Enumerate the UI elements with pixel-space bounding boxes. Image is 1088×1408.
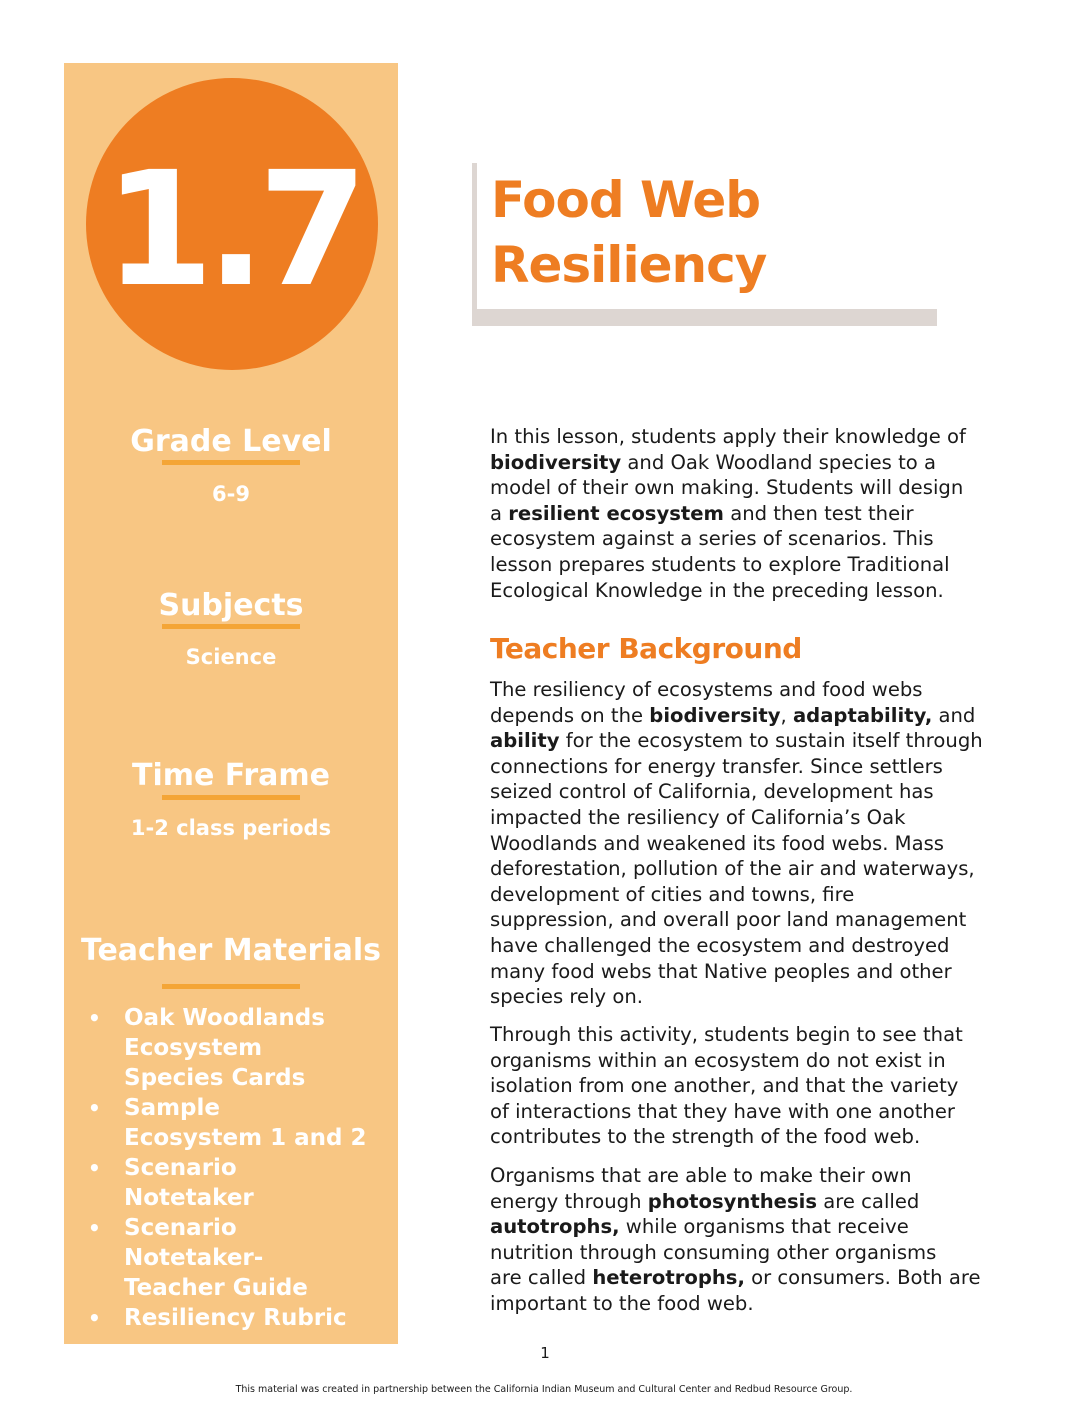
- teacher-background-heading: Teacher Background: [490, 632, 802, 665]
- text-line: and: [932, 703, 976, 727]
- text-line: contributes to the strength of the food web.: [490, 1125, 921, 1149]
- material-line: Notetaker: [124, 1185, 254, 1211]
- footer-credit: This material was created in partnership between the California Indian Museum and Cultural Center and Redbud Resource Group.: [235, 1384, 853, 1395]
- material-line: Teacher Guide: [124, 1275, 308, 1301]
- material-item-resiliency-rubric: [88, 1303, 388, 1333]
- text-line: for the ecosystem to sustain itself through: [559, 729, 983, 753]
- bold-term: resilient ecosystem: [508, 501, 724, 525]
- material-line: Species Cards: [124, 1065, 306, 1091]
- text-line: and then test their: [723, 501, 914, 525]
- page-number: 1: [540, 1344, 550, 1362]
- time-frame-heading: Time Frame: [131, 758, 331, 793]
- title-line: Resiliency: [491, 236, 767, 294]
- text-line: many food webs that Native peoples and other: [490, 959, 952, 983]
- grade-level-heading: Grade Level: [130, 424, 332, 459]
- text-line: ecosystem against a series of scenarios. This: [490, 527, 934, 551]
- text-line: In this lesson, students apply their knowledge of: [490, 425, 966, 448]
- text-line: deforestation, pollution of the air and waterways,: [490, 857, 975, 881]
- teacher-materials-heading: Teacher Materials: [80, 933, 382, 968]
- bullet-icon: •: [88, 1096, 101, 1120]
- grade-level-rule: [162, 460, 300, 465]
- text-line: nutrition through consuming other organisms: [490, 1240, 937, 1264]
- subjects-value: Science: [185, 645, 277, 669]
- text-line: and Oak Woodland species to a: [621, 450, 936, 474]
- bold-term: adaptability,: [792, 703, 933, 727]
- text-line: while organisms that receive: [619, 1215, 909, 1239]
- material-line: Notetaker-: [124, 1245, 264, 1271]
- intro-paragraph: [490, 424, 1030, 603]
- lesson-number: 1.7: [104, 138, 360, 322]
- text-line: organisms within an ecosystem do not exist in: [490, 1048, 946, 1072]
- text-line: development of cities and towns, fire: [490, 882, 855, 906]
- page-title: [491, 168, 766, 298]
- subjects-heading: Subjects: [158, 588, 304, 623]
- bold-term: autotrophs,: [490, 1215, 620, 1239]
- text-line: isolation from one another, and that the variety: [490, 1074, 959, 1098]
- bold-term: photosynthesis: [647, 1189, 818, 1213]
- background-paragraph-3: [490, 1163, 1030, 1317]
- material-item-teacher-guide: [88, 1213, 388, 1303]
- text-line: have challenged the ecosystem and destroyed: [490, 933, 950, 957]
- text-line: species rely on.: [490, 985, 643, 1009]
- text-line: ,: [780, 703, 793, 727]
- text-line: lesson prepares students to explore Traditional: [490, 552, 950, 576]
- material-item-species-cards: [88, 1003, 388, 1093]
- material-item-scenario-notetaker: [88, 1153, 388, 1213]
- bold-term: biodiversity: [490, 450, 622, 474]
- teacher-materials-rule: [162, 984, 300, 989]
- text-line: a: [490, 501, 509, 525]
- text-line: are called: [817, 1189, 920, 1213]
- grade-level-value: 6-9: [212, 482, 250, 506]
- time-frame-rule: [162, 795, 300, 800]
- bullet-icon: •: [88, 1306, 101, 1330]
- text-line: Woodlands and weakened its food webs. Mass: [490, 831, 945, 855]
- material-line: Sample: [124, 1095, 220, 1121]
- teacher-materials-list: [88, 1003, 388, 1333]
- material-line: Scenario: [124, 1215, 237, 1241]
- text-line: are called: [490, 1266, 593, 1290]
- material-line: Ecosystem 1 and 2: [124, 1125, 367, 1151]
- material-line: Ecosystem: [124, 1035, 263, 1061]
- material-item-sample-ecosystem: [88, 1093, 388, 1153]
- bullet-icon: •: [88, 1006, 101, 1030]
- bold-term: ability: [490, 729, 560, 753]
- text-line: Organisms that are able to make their own: [490, 1164, 912, 1187]
- text-line: seized control of California, development has: [490, 780, 934, 804]
- bullet-icon: •: [88, 1216, 101, 1240]
- text-line: model of their own making. Students will design: [490, 476, 964, 500]
- text-line: Ecological Knowledge in the preceding lesson.: [490, 578, 944, 602]
- title-line: Food Web: [491, 171, 761, 229]
- background-paragraph-2: [490, 1022, 1030, 1150]
- text-line: Through this activity, students begin to see that: [490, 1023, 963, 1046]
- text-line: The resiliency of ecosystems and food webs: [490, 678, 923, 701]
- title-underline: [472, 309, 937, 326]
- text-line: of interactions that they have with one another: [490, 1099, 955, 1123]
- bold-term: heterotrophs,: [592, 1266, 745, 1290]
- material-line: Resiliency Rubric: [124, 1305, 347, 1331]
- bullet-icon: •: [88, 1156, 101, 1180]
- text-line: suppression, and overall poor land management: [490, 908, 967, 932]
- text-line: connections for energy transfer. Since settlers: [490, 754, 943, 778]
- material-line: Oak Woodlands: [124, 1005, 325, 1031]
- text-line: important to the food web.: [490, 1291, 754, 1315]
- lesson-number-badge: [86, 78, 378, 370]
- text-line: or consumers. Both are: [744, 1266, 981, 1290]
- subjects-rule: [162, 624, 300, 629]
- text-line: depends on the: [490, 703, 650, 727]
- time-frame-value: 1-2 class periods: [130, 816, 332, 840]
- title-accent-bar: [472, 163, 477, 313]
- text-line: impacted the resiliency of California’s Oak: [490, 805, 906, 829]
- background-paragraph-1: [490, 677, 1030, 1010]
- text-line: energy through: [490, 1189, 648, 1213]
- bold-term: biodiversity: [649, 703, 781, 727]
- material-line: Scenario: [124, 1155, 237, 1181]
